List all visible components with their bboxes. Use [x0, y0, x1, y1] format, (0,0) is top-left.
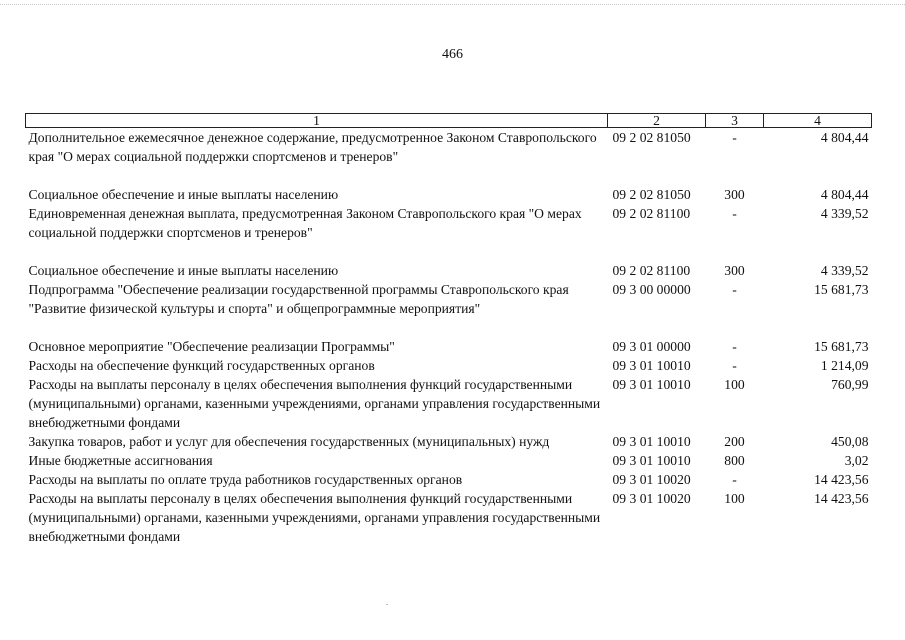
- row-sum: 4 804,44: [820, 187, 869, 202]
- row-code: 09 2 02 81100: [612, 206, 691, 221]
- row-expense-type: -: [732, 358, 737, 373]
- header-col-1: 1: [26, 114, 608, 128]
- table-row: [26, 470, 872, 489]
- row-name: Подпрограмма "Обеспечение реализации государственной программы Ставропольского края "Развитие физической культуры и спорта" и общепрограммные мероприятия": [28, 282, 569, 316]
- table-row: [26, 356, 872, 375]
- row-sum: 4 804,44: [820, 130, 869, 145]
- row-code: 09 2 02 81100: [612, 263, 691, 278]
- row-name: Расходы на выплаты персоналу в целях обеспечения выполнения функций государственными (муниципальными) органами, казенными учреждениями, органами управления государственными внебюджетными фондами: [28, 377, 601, 430]
- row-code: 09 3 01 10020: [612, 472, 691, 487]
- table-row: [26, 432, 872, 451]
- row-expense-type: -: [732, 339, 737, 354]
- budget-table: [25, 113, 872, 546]
- row-sum: 15 681,73: [814, 282, 869, 297]
- row-name: Расходы на выплаты по оплате труда работников государственных органов: [28, 472, 463, 487]
- row-sum: 450,08: [831, 434, 869, 449]
- row-expense-type: 300: [724, 187, 745, 202]
- row-sum: 4 339,52: [820, 206, 869, 221]
- row-sum: 14 423,56: [814, 491, 869, 506]
- table-row: [26, 489, 872, 546]
- row-code: 09 3 01 10010: [612, 453, 691, 468]
- table-row: [26, 128, 872, 186]
- row-expense-type: 800: [724, 453, 745, 468]
- table-row: [26, 451, 872, 470]
- scan-speck: [386, 604, 388, 605]
- row-name: Социальное обеспечение и иные выплаты населению: [28, 187, 339, 202]
- row-sum: 760,99: [831, 377, 869, 392]
- row-sum: 3,02: [844, 453, 869, 468]
- table-row: [26, 204, 872, 261]
- row-code: 09 3 00 00000: [612, 282, 691, 297]
- row-expense-type: 300: [724, 263, 745, 278]
- row-name: Единовременная денежная выплата, предусмотренная Законом Ставропольского края "О мерах социальной поддержки спортсменов и тренеров": [28, 206, 582, 240]
- row-code: 09 3 01 10010: [612, 377, 691, 392]
- page-number: 466: [442, 47, 463, 62]
- row-expense-type: 200: [724, 434, 745, 449]
- row-name: Основное мероприятие "Обеспечение реализации Программы": [28, 339, 395, 354]
- row-code: 09 3 01 10010: [612, 358, 691, 373]
- row-code: 09 2 02 81050: [612, 187, 691, 202]
- row-name: Расходы на обеспечение функций государственных органов: [28, 358, 375, 373]
- table-row: [26, 375, 872, 432]
- row-expense-type: -: [732, 472, 737, 487]
- header-col-3: 3: [706, 114, 764, 128]
- row-name: Социальное обеспечение и иные выплаты населению: [28, 263, 339, 278]
- table-row: [26, 337, 872, 356]
- row-sum: 1 214,09: [820, 358, 869, 373]
- row-name: Дополнительное ежемесячное денежное содержание, предусмотренное Законом Ставропольского края "О мерах социальной поддержки спортсменов и тренеров": [28, 130, 597, 164]
- row-expense-type: -: [732, 206, 737, 221]
- table-header-row: [26, 114, 872, 128]
- row-expense-type: 100: [724, 491, 745, 506]
- row-code: 09 3 01 10010: [612, 434, 691, 449]
- row-sum: 15 681,73: [814, 339, 869, 354]
- row-sum: 4 339,52: [820, 263, 869, 278]
- row-expense-type: -: [732, 130, 737, 145]
- row-expense-type: -: [732, 282, 737, 297]
- row-code: 09 3 01 10020: [612, 491, 691, 506]
- table-row: [26, 185, 872, 204]
- table-row: [26, 261, 872, 280]
- row-sum: 14 423,56: [814, 472, 869, 487]
- header-col-4: 4: [764, 114, 872, 128]
- row-name: Иные бюджетные ассигнования: [28, 453, 213, 468]
- table-row: [26, 280, 872, 337]
- row-code: 09 3 01 00000: [612, 339, 691, 354]
- scan-artifact-line: [0, 4, 905, 5]
- row-name: Закупка товаров, работ и услуг для обеспечения государственных (муниципальных) нужд: [28, 434, 550, 449]
- row-expense-type: 100: [724, 377, 745, 392]
- row-code: 09 2 02 81050: [612, 130, 691, 145]
- row-name: Расходы на выплаты персоналу в целях обеспечения выполнения функций государственными (муниципальными) органами, казенными учреждениями, органами управления государственными внебюджетными фондами: [28, 491, 601, 544]
- header-col-2: 2: [608, 114, 706, 128]
